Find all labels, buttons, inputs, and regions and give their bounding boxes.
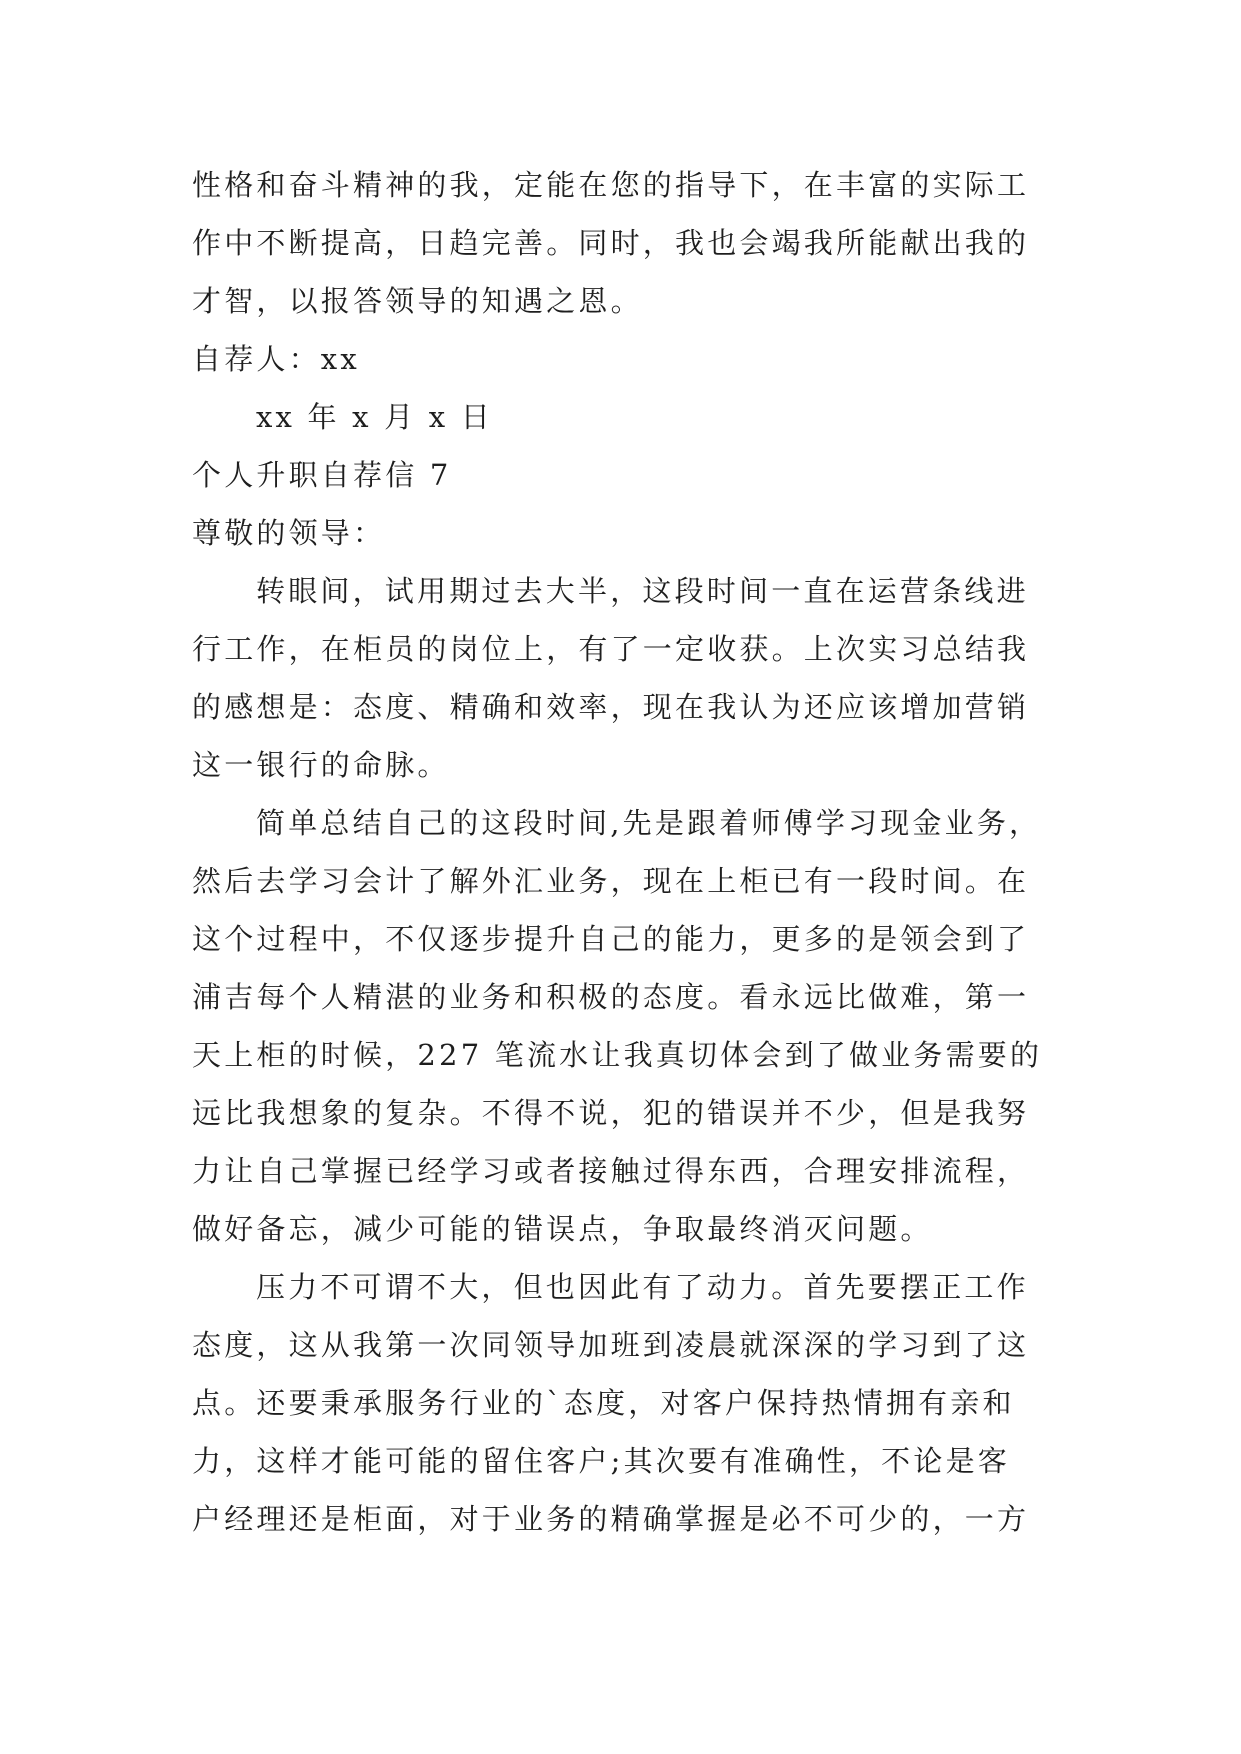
intro-paragraph — [192, 156, 1072, 330]
text-line: 这个过程中，不仅逐步提升自己的能力，更多的是领会到了 — [192, 922, 1030, 956]
text-line: 行工作，在柜员的岗位上，有了一定收获。上次实习总结我 — [192, 632, 1030, 666]
date: xx 年 x 月 x 日 — [256, 400, 493, 434]
text-line: 天上柜的时候，227 笔流水让我真切体会到了做业务需要的 — [192, 1038, 1043, 1072]
text-line: 做好备忘，减少可能的错误点，争取最终消灭问题。 — [192, 1212, 933, 1246]
document-body — [192, 156, 1072, 1548]
text-line: 远比我想象的复杂。不得不说，犯的错误并不少，但是我努 — [192, 1096, 1030, 1130]
text-line: 态度，这从我第一次同领导加班到凌晨就深深的学习到了这 — [192, 1328, 1030, 1362]
text-line: 性格和奋斗精神的我，定能在您的指导下，在丰富的实际工 — [192, 168, 1030, 202]
text-line: 点。还要秉承服务行业的`态度，对客户保持热情拥有亲和 — [192, 1386, 1015, 1420]
text-line: 转眼间，试用期过去大半，这段时间一直在运营条线进 — [256, 574, 1029, 608]
paragraph-2 — [192, 794, 1072, 1258]
text-line: 简单总结自己的这段时间,先是跟着师傅学习现金业务， — [256, 806, 1042, 840]
paragraph-3 — [192, 1258, 1072, 1548]
text-line: 力让自己掌握已经学习或者接触过得东西，合理安排流程， — [192, 1154, 1030, 1188]
text-line: 力，这样才能可能的留住客户;其次要有准确性，不论是客 — [192, 1444, 1010, 1478]
text-line: 然后去学习会计了解外汇业务，现在上柜已有一段时间。在 — [192, 864, 1030, 898]
text-line: 这一银行的命脉。 — [192, 748, 450, 782]
text-line: 压力不可谓不大，但也因此有了动力。首先要摆正工作 — [256, 1270, 1029, 1304]
paragraph-1 — [192, 562, 1072, 794]
text-line: 作中不断提高，日趋完善。同时，我也会竭我所能献出我的 — [192, 226, 1030, 260]
text-line: 才智，以报答领导的知遇之恩。 — [192, 284, 643, 318]
text-line: 浦吉每个人精湛的业务和积极的态度。看永远比做难，第一 — [192, 980, 1030, 1014]
letter-title: 个人升职自荐信 7 — [192, 458, 452, 492]
text-line: 的感想是：态度、精确和效率，现在我认为还应该增加营销 — [192, 690, 1030, 724]
signature: 自荐人：xx — [192, 342, 360, 376]
text-line: 户经理还是柜面，对于业务的精确掌握是必不可少的，一方 — [192, 1502, 1030, 1536]
salutation: 尊敬的领导： — [192, 516, 386, 550]
